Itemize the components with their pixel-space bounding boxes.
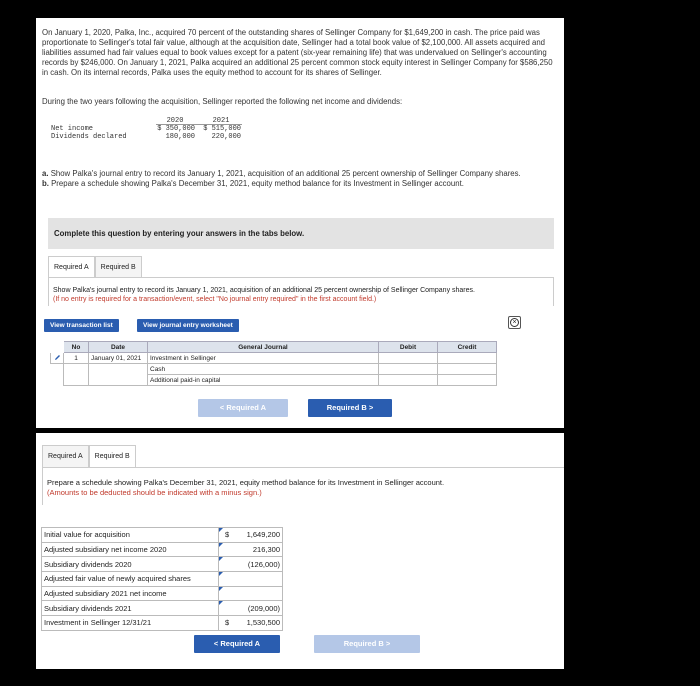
debit-field[interactable] <box>379 375 438 386</box>
view-journal-worksheet-button[interactable]: View journal entry worksheet <box>137 319 239 332</box>
close-icon: × <box>510 318 519 327</box>
required-a-note: (If no entry is required for a transaction/event, select "No journal entry required" in the first account field.) <box>53 296 377 303</box>
next-required-b-button[interactable]: Required B > <box>308 399 392 417</box>
prev-required-a-button[interactable]: < Required A <box>198 399 288 417</box>
col-credit: Credit <box>438 342 497 353</box>
required-b-note: (Amounts to be deducted should be indicated with a minus sign.) <box>47 488 262 497</box>
year-underline <box>156 124 242 125</box>
income-2020: $ 350,000 <box>157 125 195 133</box>
required-b-instruction: Prepare a schedule showing Palka's December 31, 2021, equity method balance for its Investment in Sellinger account. <box>47 478 445 487</box>
income-table <box>48 117 244 141</box>
dividends-row-label: Dividends declared <box>51 133 127 141</box>
account-field[interactable]: Investment in Sellinger <box>148 353 379 364</box>
schedule-row: Adjusted subsidiary net income 2020 216,300 <box>42 542 283 557</box>
question-a: a. Show Palka's journal entry to record its January 1, 2021, acquisition of an additional 25 percent ownership of Sellinger Company shares. <box>42 169 521 178</box>
schedule-row: Subsidiary dividends 2020 (126,000) <box>42 557 283 572</box>
close-button[interactable] <box>508 316 521 329</box>
col-date: Date <box>89 342 148 353</box>
year-header-2020: 2020 <box>166 117 184 125</box>
equity-schedule <box>41 527 283 631</box>
prev-required-a-button[interactable]: < Required A <box>194 635 280 653</box>
schedule-total-field: $ 1,530,500 <box>219 616 283 631</box>
schedule-value-field[interactable] <box>219 586 283 601</box>
income-intro: During the two years following the acquisition, Sellinger reported the following net income and dividends: <box>42 97 403 106</box>
problem-statement: On January 1, 2020, Palka, Inc., acquired 70 percent of the outstanding shares of Sellinger Company for $1,649,200 in cash. The price paid was proportionate to Sellinger's total fair value, although at the acquisition date, Sellinger had a total book value of $2,100,000. All assets acquired and liabilities assumed had fair values equal to book values except for a patent (six-year remaining life) that was undervalued on Sellinger's accounting records by $246,000. On January 1, 2021, Palka acquired an additional 25 percent common stock equity interest in Sellinger Company for $586,250 in cash. On its internal records, Palka uses the equity method to account for its shares of Sellinger. <box>42 28 553 78</box>
edit-icon[interactable] <box>51 353 64 364</box>
schedule-row: Initial value for acquisition $ 1,649,200 <box>42 528 283 543</box>
tab-bar-a <box>48 256 142 278</box>
income-2021: $ 515,000 <box>203 125 241 133</box>
required-b-panel <box>36 433 564 669</box>
schedule-row: Adjusted subsidiary 2021 net income <box>42 586 283 601</box>
journal-row: 1 January 01, 2021 Investment in Sellinger <box>51 353 497 364</box>
complete-banner: Complete this question by entering your answers in the tabs below. <box>48 218 554 249</box>
schedule-value-field[interactable]: $ 1,649,200 <box>219 528 283 543</box>
dividends-2021: 220,000 <box>211 133 241 141</box>
required-a-instruction: Show Palka's journal entry to record its January 1, 2021, acquisition of an additional 25 percent ownership of Sellinger Company shares. <box>53 287 475 294</box>
next-required-b-button[interactable]: Required B > <box>314 635 420 653</box>
question-b: b. Prepare a schedule showing Palka's December 31, 2021, equity method balance for its Investment in Sellinger account. <box>42 179 464 188</box>
tab-required-a[interactable]: Required A <box>42 445 89 467</box>
dividends-2020: 180,000 <box>165 133 195 141</box>
credit-field[interactable] <box>438 375 497 386</box>
debit-field[interactable] <box>379 364 438 375</box>
schedule-row: Investment in Sellinger 12/31/21 $ 1,530,500 <box>42 616 283 631</box>
required-b-instructions <box>42 467 564 505</box>
journal-row <box>51 364 497 375</box>
credit-field[interactable] <box>438 364 497 375</box>
income-row-label: Net income <box>51 125 94 133</box>
schedule-row: Subsidiary dividends 2021 (209,000) <box>42 601 283 616</box>
col-general-journal: General Journal <box>148 342 379 353</box>
questions <box>42 169 554 189</box>
col-debit: Debit <box>379 342 438 353</box>
schedule-value-field[interactable]: (126,000) <box>219 557 283 572</box>
tab-required-b[interactable]: Required B <box>95 256 142 278</box>
schedule-value-field[interactable]: 216,300 <box>219 542 283 557</box>
tab-required-a[interactable]: Required A <box>48 256 95 278</box>
credit-field[interactable] <box>438 353 497 364</box>
col-no: No <box>64 342 89 353</box>
schedule-value-field[interactable] <box>219 572 283 587</box>
schedule-value-field[interactable]: (209,000) <box>219 601 283 616</box>
view-transaction-list-button[interactable]: View transaction list <box>44 319 119 332</box>
tab-required-b[interactable]: Required B <box>89 445 136 467</box>
debit-field[interactable] <box>379 353 438 364</box>
question-panel <box>36 18 564 428</box>
year-header-2021: 2021 <box>212 117 230 125</box>
journal-row <box>51 375 497 386</box>
required-a-instructions <box>48 277 554 306</box>
account-field[interactable]: Cash <box>148 364 379 375</box>
account-field[interactable]: Additional paid-in capital <box>148 375 379 386</box>
tab-bar-b <box>42 445 136 467</box>
schedule-row: Adjusted fair value of newly acquired shares <box>42 572 283 587</box>
journal-table <box>50 341 497 386</box>
